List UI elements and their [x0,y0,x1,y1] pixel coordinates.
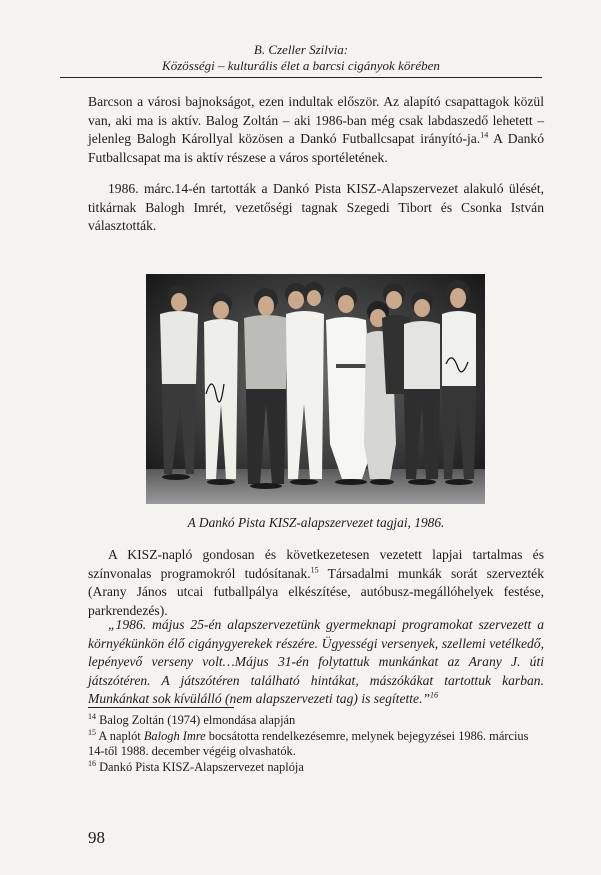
header-author: B. Czeller Szilvia: [253,42,349,57]
paragraph-3 [88,546,544,620]
footnote-text-pre: A naplót [98,728,144,743]
header-rule [60,77,542,78]
quotation-text: „1986. május 25-én alapszervezetünk gyermeknapi programokat szervezett a környékünkön élő cigánygyerekek részére. Ügyességi versenyek, szellemi vetélkedő, lepényevő verseny volt…Május 31-én folytattuk munkánkat az Arany J. úti játszótéren. A játszótéren található hintákat, mászókákat tartottuk karban. Munkánkat sok kívülálló (nem alapszervezeti tag) is segítette.” [88,617,544,707]
paragraph-1-text-b: A Dankó Futballcsapat ma is aktív részese a város sportéletének. [88,131,544,165]
paragraph-3-text-a: A KISZ-napló gondosan és következetesen vezetett lapjai tartalmas és színvonalas programokról tudósítanak. [88,547,544,581]
photo-caption: A Dankó Pista KISZ-alapszervezet tagjai, 1986. [187,515,445,530]
footnote-text-post: bocsátotta rendelkezésemre, melynek bejegyzései 1986. március 14-től 1988. december végéig olvashatók. [88,728,529,759]
footnote-rule [88,707,234,708]
paragraph-3-text-b: Társadalmi munkák sorát szervezték (Arany János utcai futballpálya elkészítése, autóbusz-megállóhelyek festése, parkrendezés). [88,565,544,618]
paragraph-1-text-a: Barcson a városi bajnokságot, ezen indultak először. Az alapító csapattagok közül van, aki ma is aktív. Balog Zoltán – aki 1986-ban még csak labdaszedő lehetett – jelenleg Balogh Károllyal közösen a Dankó Futballcsapat irányító-ja. [88,94,544,147]
footnote-ref-16[interactable]: 16 [430,690,439,700]
header-title: Közösségi – kulturális élet a barcsi cigányok körében [162,58,440,73]
page-number: 98 [88,828,105,847]
footnote-ref-14[interactable]: 14 [480,130,489,140]
footnote-15 [88,729,544,760]
footnote-text: Balog Zoltán (1974) elmondása alapján [99,713,296,727]
quotation [88,616,544,709]
footnote-14 [88,713,544,729]
footnotes [88,713,544,775]
footnote-16 [88,760,544,776]
paragraph-1 [88,93,544,167]
paragraph-2-text: 1986. márc.14-én tartották a Dankó Pista KISZ-Alapszervezet alakuló ülését, titkárnak Balogh Imrét, vezetőségi tagnak Szegedi Tibort és Csonka István választották. [88,181,544,234]
footnote-ref-15[interactable]: 15 [310,565,319,575]
footnote-number: 14 [88,711,96,721]
footnote-number: 16 [88,758,96,768]
footnote-text: Dankó Pista KISZ-Alapszervezet naplója [99,759,304,774]
group-photo-image [146,274,485,504]
footnote-number: 15 [88,727,96,737]
running-header [60,42,542,74]
paragraph-2 [88,180,544,236]
footnote-text-emph: Balogh Imre [143,728,206,743]
group-photo [146,274,485,504]
